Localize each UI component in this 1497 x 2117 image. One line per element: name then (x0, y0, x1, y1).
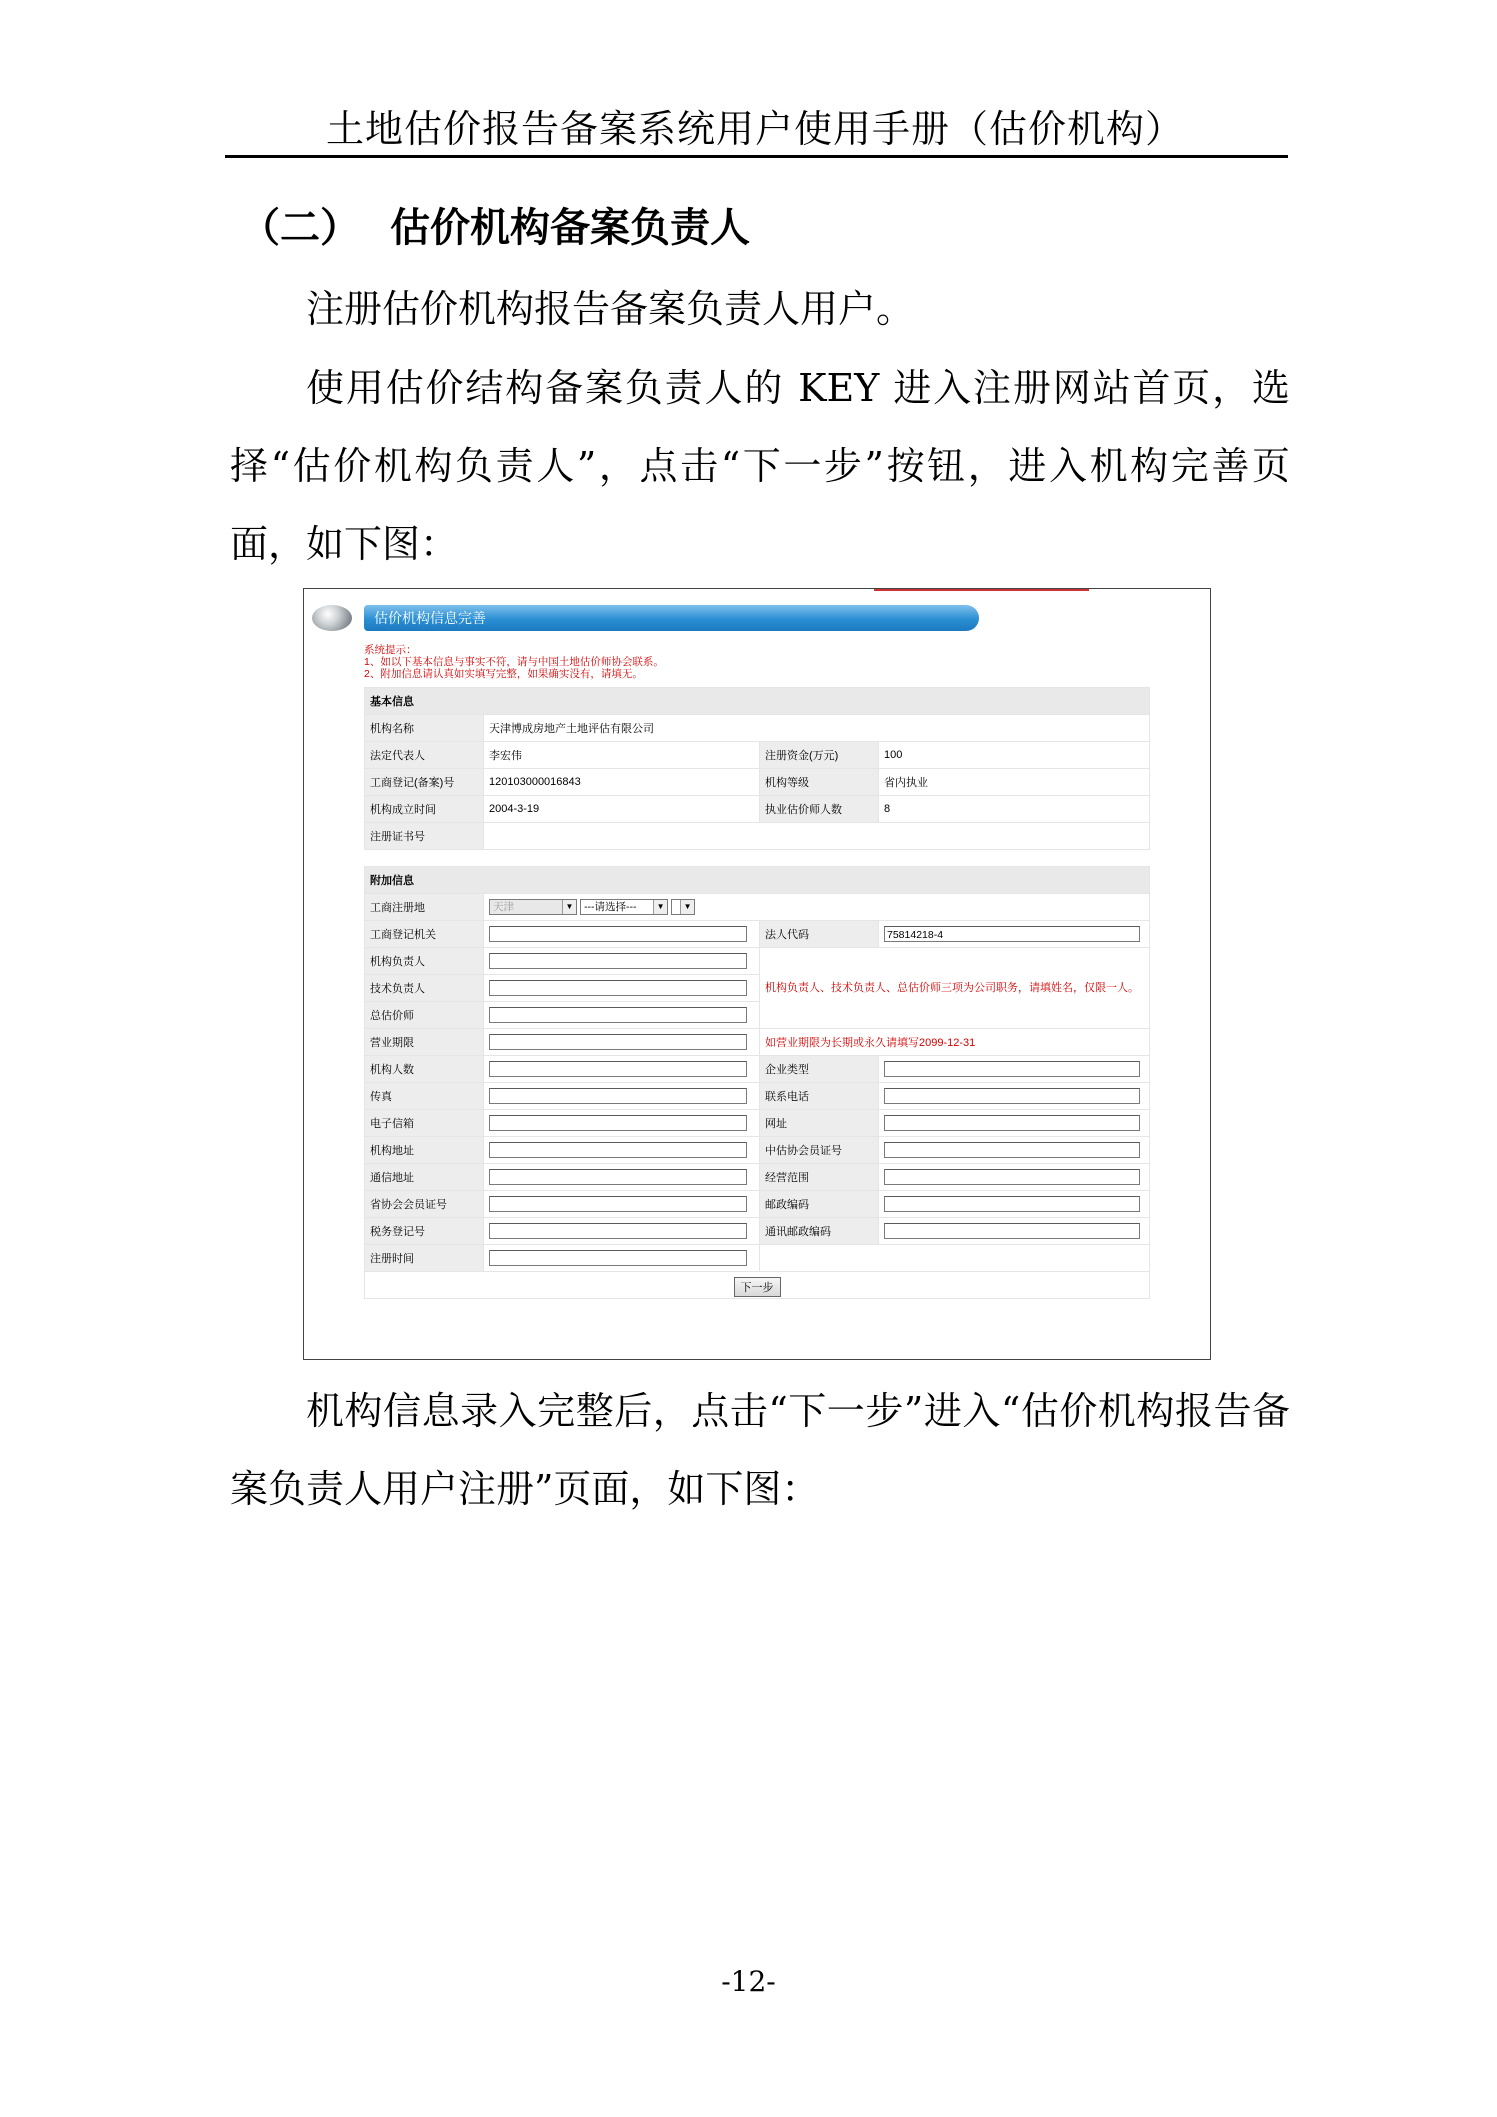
tax-reg-label: 税务登记号 (365, 1218, 484, 1245)
notice-heading: 系统提示： (364, 644, 417, 656)
mail-address-label: 通信地址 (365, 1164, 484, 1191)
basic-info-heading: 基本信息 (365, 688, 1150, 715)
prov-member-input[interactable] (489, 1196, 747, 1212)
org-level-label: 机构等级 (760, 769, 879, 796)
notice-line-2: 2、附加信息请认真如实填写完整，如果确实没有，请填无。 (364, 668, 643, 680)
founded-value: 2004-3-19 (484, 796, 760, 823)
next-button[interactable]: 下一步 (734, 1277, 781, 1297)
paragraph-1: 注册估价机构报告备案负责人用户。 (306, 287, 915, 331)
org-name-label: 机构名称 (365, 715, 484, 742)
biz-reg-no-value: 120103000016843 (484, 769, 760, 796)
email-label: 电子信箱 (365, 1110, 484, 1137)
paragraph-3: 机构信息录入完整后，点击“下一步”进入“估价机构报告备案负责人用户注册”页面，如下图： (230, 1389, 1290, 1511)
mail-address-input[interactable] (489, 1169, 747, 1185)
embedded-screenshot (303, 588, 1211, 1360)
staff-input[interactable] (489, 1061, 747, 1077)
info-form (364, 687, 1150, 1299)
phone-label: 联系电话 (760, 1083, 879, 1110)
reg-authority-label: 工商登记机关 (365, 921, 484, 948)
cert-no-label: 注册证书号 (365, 823, 484, 850)
district-select[interactable] (671, 899, 695, 915)
website-input[interactable] (884, 1115, 1140, 1131)
reg-place-label: 工商注册地 (365, 894, 484, 921)
city-select-value: ---请选择--- (584, 901, 637, 913)
button-row (365, 1272, 1150, 1299)
cfa-member-label: 中估协会员证号 (760, 1137, 879, 1164)
reg-capital-label: 注册资金(万元) (760, 742, 879, 769)
founded-label: 机构成立时间 (365, 796, 484, 823)
fax-label: 传真 (365, 1083, 484, 1110)
website-label: 网址 (760, 1110, 879, 1137)
form-title-bar: 估价机构信息完善 (364, 605, 979, 631)
extra-info-table (364, 866, 1150, 1299)
fax-input[interactable] (489, 1088, 747, 1104)
staff-label: 机构人数 (365, 1056, 484, 1083)
tech-head-label: 技术负责人 (365, 975, 484, 1002)
reg-capital-value: 100 (879, 742, 1150, 769)
chevron-down-icon: ▼ (680, 900, 694, 914)
appraisers-label: 执业估价师人数 (760, 796, 879, 823)
cfa-member-input[interactable] (884, 1142, 1140, 1158)
legal-code-input[interactable]: 75814218-4 (884, 926, 1140, 942)
appraisers-value: 8 (879, 796, 1150, 823)
address-label: 机构地址 (365, 1137, 484, 1164)
header-rule (225, 155, 1288, 158)
chief-appraiser-label: 总估价师 (365, 1002, 484, 1029)
notice-line-1: 1、如以下基本信息与事实不符，请与中国土地估价师协会联系。 (364, 656, 664, 668)
tech-head-input[interactable] (489, 980, 747, 996)
province-select-value: 天津 (493, 901, 514, 913)
chevron-down-icon: ▼ (562, 900, 576, 914)
reg-authority-input[interactable] (489, 926, 747, 942)
section-title: 估价机构备案负责人 (390, 205, 750, 251)
postcode-label: 邮政编码 (760, 1191, 879, 1218)
red-accent-line (874, 589, 1089, 591)
section-number: （二） (240, 205, 360, 251)
company-type-input[interactable] (884, 1061, 1140, 1077)
legal-rep-label: 法定代表人 (365, 742, 484, 769)
roles-note: 机构负责人、技术负责人、总估价师三项为公司职务，请填姓名，仅限一人。 (760, 948, 1150, 1029)
biz-term-label: 营业期限 (365, 1029, 484, 1056)
head-label: 机构负责人 (365, 948, 484, 975)
reg-time-label: 注册时间 (365, 1245, 484, 1272)
province-select[interactable] (489, 899, 577, 915)
prov-member-label: 省协会会员证号 (365, 1191, 484, 1218)
mail-postcode-label: 通讯邮政编码 (760, 1218, 879, 1245)
system-notice (364, 644, 664, 680)
phone-input[interactable] (884, 1088, 1140, 1104)
paragraph-2: 使用估价结构备案负责人的 KEY 进入注册网站首页，选择“估价机构负责人”，点击“下一步”按钮，进入机构完善页面，如下图： (230, 366, 1290, 566)
biz-term-input[interactable] (489, 1034, 747, 1050)
company-type-label: 企业类型 (760, 1056, 879, 1083)
email-input[interactable] (489, 1115, 747, 1131)
biz-reg-no-label: 工商登记(备案)号 (365, 769, 484, 796)
page-header: 土地估价报告备案系统用户使用手册（估价机构） (325, 107, 1184, 151)
cert-no-value (484, 823, 1150, 850)
orb-icon (312, 605, 352, 631)
biz-term-note: 如营业期限为长期或永久请填写2099-12-31 (760, 1029, 1150, 1056)
city-select[interactable] (580, 899, 668, 915)
org-level-value: 省内执业 (879, 769, 1150, 796)
chief-appraiser-input[interactable] (489, 1007, 747, 1023)
head-input[interactable] (489, 953, 747, 969)
mail-postcode-input[interactable] (884, 1223, 1140, 1239)
basic-info-table (364, 687, 1150, 850)
tax-reg-input[interactable] (489, 1223, 747, 1239)
legal-code-label: 法人代码 (760, 921, 879, 948)
legal-rep-value: 李宏伟 (484, 742, 760, 769)
reg-time-input[interactable] (489, 1250, 747, 1266)
postcode-input[interactable] (884, 1196, 1140, 1212)
org-name-value: 天津博成房地产土地评估有限公司 (484, 715, 1150, 742)
page-number: -12- (721, 1965, 776, 1998)
section-heading (240, 196, 750, 253)
address-input[interactable] (489, 1142, 747, 1158)
extra-info-heading: 附加信息 (365, 867, 1150, 894)
chevron-down-icon: ▼ (653, 900, 667, 914)
scope-input[interactable] (884, 1169, 1140, 1185)
scope-label: 经营范围 (760, 1164, 879, 1191)
